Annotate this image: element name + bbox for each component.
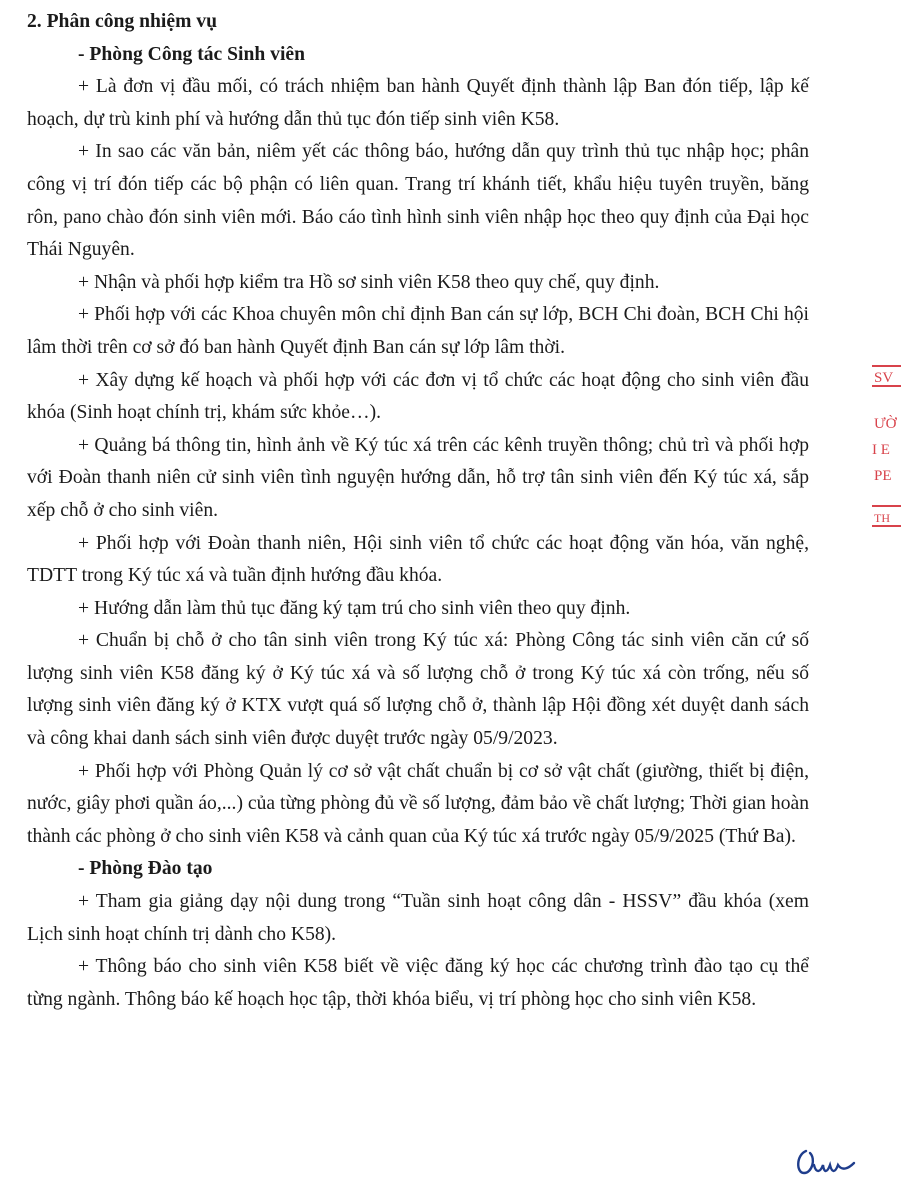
paragraph: + Xây dựng kế hoạch và phối hợp với các đơn vị tổ chức các hoạt động cho sinh viên đầu khóa (Sinh hoạt chính trị, khám sức khỏe…). (27, 369, 809, 424)
signature-icon (792, 1143, 862, 1183)
section-title: 2. Phân công nhiệm vụ (27, 11, 217, 32)
document-body (27, 6, 809, 1016)
stamp-fragment: TH (874, 511, 890, 525)
stamp-fragment: SV (874, 370, 894, 386)
paragraph: + Thông báo cho sinh viên K58 biết về việc đăng ký học các chương trình đào tạo cụ thể từng ngành. Thông báo kế hoạch học tập, thời khóa biểu, vị trí phòng học cho sinh viên K58. (27, 956, 809, 1010)
paragraph: + Tham gia giảng dạy nội dung trong “Tuần sinh hoạt công dân - HSSV” đầu khóa (xem Lịch sinh hoạt chính trị dành cho K58). (27, 891, 809, 945)
stamp-seal-icon (866, 362, 901, 542)
paragraph: + Chuẩn bị chỗ ở cho tân sinh viên trong Ký túc xá: Phòng Công tác sinh viên căn cứ số lượng sinh viên K58 đăng ký ở Ký túc xá và số lượng chỗ ở trong Ký túc xá còn trống, nếu số lượng sinh viên đăng ký ở KTX vượt quá số lượng chỗ ở, thành lập Hội đồng xét duyệt danh sách và công khai danh sách sinh viên được duyệt trước ngày 05/9/2023. (27, 630, 809, 750)
paragraph: + In sao các văn bản, niêm yết các thông báo, hướng dẫn quy trình thủ tục nhập học; phân công vị trí đón tiếp các bộ phận có liên quan. Trang trí khánh tiết, khẩu hiệu tuyên truyền, băng rôn, pano chào đón sinh viên mới. Báo cáo tình hình sinh viên nhập học theo quy định của Đại học Thái Nguyên. (27, 141, 809, 261)
paragraph: + Nhận và phối hợp kiểm tra Hồ sơ sinh viên K58 theo quy chế, quy định. (78, 271, 660, 293)
paragraph: + Quảng bá thông tin, hình ảnh về Ký túc xá trên các kênh truyền thông; chủ trì và phối hợp với Đoàn thanh niên cử sinh viên tình nguyện hướng dẫn, hỗ trợ tân sinh viên đến Ký túc xá, sắp xếp chỗ ở cho sinh viên. (27, 434, 809, 521)
paragraph: + Phối hợp với Phòng Quản lý cơ sở vật chất chuẩn bị cơ sở vật chất (giường, thiết bị điện, nước, giây phơi quần áo,...) của từng phòng đủ về số lượng, đảm bảo về chất lượng; Thời gian hoàn thành các phòng ở cho sinh viên K58 và cảnh quan của Ký túc xá trước ngày 05/9/2025 (Thứ Ba). (27, 760, 809, 847)
subsection-heading: - Phòng Công tác Sinh viên (78, 43, 306, 65)
subsection-heading: - Phòng Đào tạo (78, 858, 213, 880)
stamp-fragment: I E (872, 442, 890, 458)
stamp-fragment: PE (874, 468, 892, 484)
paragraph: + Phối hợp với Đoàn thanh niên, Hội sinh viên tổ chức các hoạt động văn hóa, văn nghệ, TDTT trong Ký túc xá và tuần định hướng đầu khóa. (27, 532, 809, 587)
paragraph: + Phối hợp với các Khoa chuyên môn chỉ định Ban cán sự lớp, BCH Chi đoàn, BCH Chi hội lâm thời trên cơ sở đó ban hành Quyết định Ban cán sự lớp lâm thời. (27, 304, 809, 358)
paragraph: + Là đơn vị đầu mối, có trách nhiệm ban hành Quyết định thành lập Ban đón tiếp, lập kế hoạch, dự trù kinh phí và hướng dẫn thủ tục đón tiếp sinh viên K58. (27, 76, 809, 130)
paragraph: + Hướng dẫn làm thủ tục đăng ký tạm trú cho sinh viên theo quy định. (78, 597, 631, 619)
stamp-fragment: ƯỜ (874, 416, 897, 432)
